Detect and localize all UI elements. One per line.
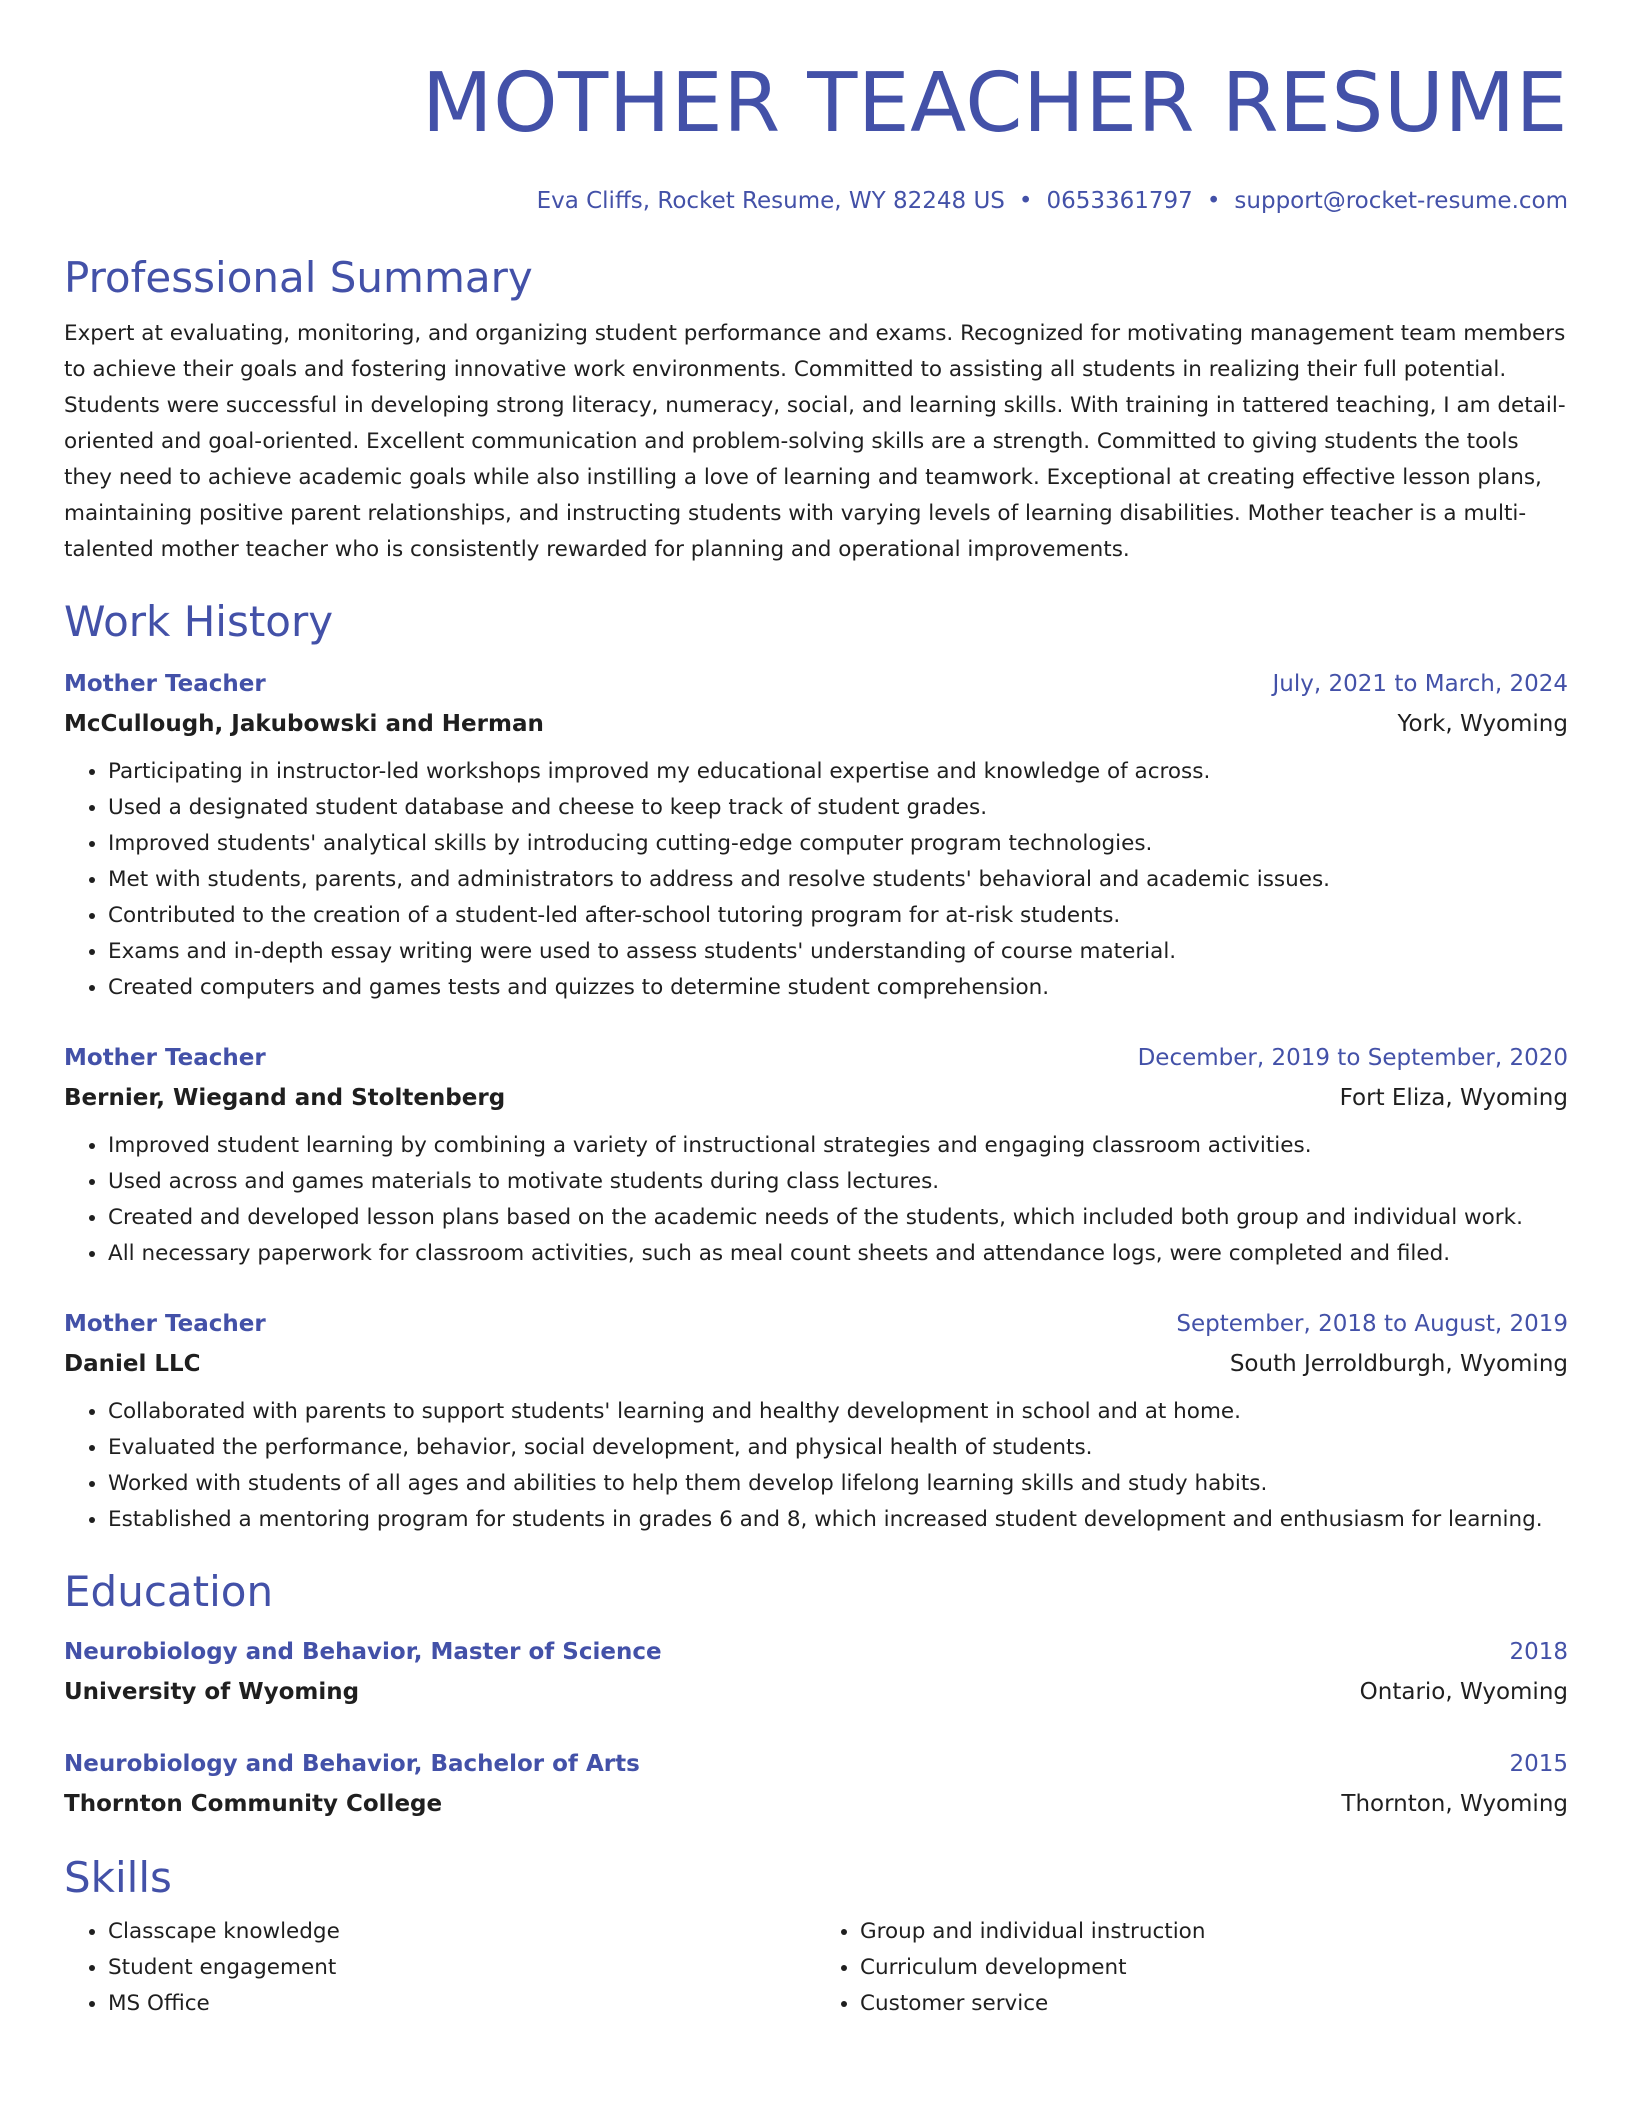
education-school: Thornton Community College xyxy=(64,1791,443,1817)
job-bullet: • Established a mentoring program for students in grades 6 and 8, which increased student development and enthusiasm for learning. xyxy=(108,1502,1568,1538)
job-bullet: • Improved student learning by combining a variety of instructional strategies and engaging classroom activities. xyxy=(108,1128,1568,1164)
job-bullets xyxy=(64,1394,1568,1538)
job-location: Fort Eliza, Wyoming xyxy=(1339,1085,1568,1111)
summary-text: Expert at evaluating, monitoring, and organizing student performance and exams. Recognized for motivating management team members to achieve their goals and fostering innovative work environments. Committed to assisting all students in realizing their full potential. Students were successful in developing strong literacy, numeracy, social, and learning skills. With training in tattered teaching, I am detail-oriented and goal-oriented. Excellent communication and problem-solving skills are a strength. Committed to giving students the tools they need to achieve academic goals while also instilling a love of learning and teamwork. Exceptional at creating effective lesson plans, maintaining positive parent relationships, and instructing students with varying levels of learning disabilities. Mother teacher is a multi-talented mother teacher who is consistently rewarded for planning and operational improvements. xyxy=(64,321,1566,562)
job-bullets xyxy=(64,754,1568,1006)
skill-item: • Curriculum development xyxy=(860,1950,1568,1986)
skill-item: • MS Office xyxy=(108,1986,816,2022)
education-entry xyxy=(64,1632,1568,1712)
job-entry xyxy=(64,1038,1568,1272)
work-history-heading: Work History xyxy=(64,597,334,646)
job-bullet: • Participating in instructor-led workshops improved my educational expertise and knowledge of across. xyxy=(108,754,1568,790)
job-bullet: • All necessary paperwork for classroom activities, such as meal count sheets and attendance logs, were completed and filed. xyxy=(108,1236,1568,1272)
resume-title: MOTHER TEACHER RESUME xyxy=(421,56,1568,151)
contact-phone: 0653361797 xyxy=(1046,188,1193,214)
contact-separator: • xyxy=(1018,188,1033,214)
job-location: York, Wyoming xyxy=(1397,711,1568,737)
skill-item: • Group and individual instruction xyxy=(860,1914,1568,1950)
job-company: McCullough, Jakubowski and Herman xyxy=(64,711,544,737)
job-role: Mother Teacher xyxy=(64,671,266,697)
job-location: South Jerroldburgh, Wyoming xyxy=(1229,1351,1568,1377)
skill-item: • Classcape knowledge xyxy=(108,1914,816,1950)
job-bullet: • Created computers and games tests and quizzes to determine student comprehension. xyxy=(108,970,1568,1006)
contact-line xyxy=(64,186,1568,216)
job-bullets xyxy=(64,1128,1568,1272)
skills-list xyxy=(64,1914,1568,2022)
skill-item: • Student engagement xyxy=(108,1950,816,1986)
education-degree: Neurobiology and Behavior, Master of Science xyxy=(64,1639,662,1665)
skill-item: • Customer service xyxy=(860,1986,1568,2022)
job-dates: September, 2018 to August, 2019 xyxy=(1176,1311,1568,1337)
skills-column-left xyxy=(64,1914,816,2022)
summary-heading: Professional Summary xyxy=(64,253,533,302)
skills-column-right xyxy=(816,1914,1568,2022)
contact-separator: • xyxy=(1206,188,1221,214)
education-school: University of Wyoming xyxy=(64,1679,360,1705)
contact-email: support@rocket-resume.com xyxy=(1234,188,1568,214)
job-bullet: • Collaborated with parents to support students' learning and healthy development in school and at home. xyxy=(108,1394,1568,1430)
job-bullet: • Worked with students of all ages and abilities to help them develop lifelong learning skills and study habits. xyxy=(108,1466,1568,1502)
education-year: 2018 xyxy=(1509,1639,1568,1665)
job-bullet: • Exams and in-depth essay writing were used to assess students' understanding of course material. xyxy=(108,934,1568,970)
job-company: Daniel LLC xyxy=(64,1351,201,1377)
job-bullet: • Improved students' analytical skills by introducing cutting-edge computer program technologies. xyxy=(108,826,1568,862)
job-dates: July, 2021 to March, 2024 xyxy=(1272,671,1568,697)
job-bullet: • Evaluated the performance, behavior, social development, and physical health of students. xyxy=(108,1430,1568,1466)
job-entry xyxy=(64,1304,1568,1538)
job-bullet: • Met with students, parents, and administrators to address and resolve students' behavioral and academic issues. xyxy=(108,862,1568,898)
job-bullet: • Contributed to the creation of a student-led after-school tutoring program for at-risk students. xyxy=(108,898,1568,934)
skills-heading: Skills xyxy=(64,1853,172,1902)
contact-address: Eva Cliffs, Rocket Resume, WY 82248 US xyxy=(536,188,1005,214)
job-entry xyxy=(64,664,1568,1006)
job-bullet: • Created and developed lesson plans based on the academic needs of the students, which included both group and individual work. xyxy=(108,1200,1568,1236)
job-dates: December, 2019 to September, 2020 xyxy=(1137,1045,1568,1071)
job-bullet: • Used a designated student database and cheese to keep track of student grades. xyxy=(108,790,1568,826)
education-heading: Education xyxy=(64,1567,274,1616)
education-location: Thornton, Wyoming xyxy=(1341,1791,1568,1817)
education-location: Ontario, Wyoming xyxy=(1359,1679,1568,1705)
education-degree: Neurobiology and Behavior, Bachelor of Arts xyxy=(64,1751,640,1777)
job-role: Mother Teacher xyxy=(64,1045,266,1071)
job-company: Bernier, Wiegand and Stoltenberg xyxy=(64,1085,506,1111)
job-bullet: • Used across and games materials to motivate students during class lectures. xyxy=(108,1164,1568,1200)
job-role: Mother Teacher xyxy=(64,1311,266,1337)
education-year: 2015 xyxy=(1509,1751,1568,1777)
education-entry xyxy=(64,1744,1568,1824)
